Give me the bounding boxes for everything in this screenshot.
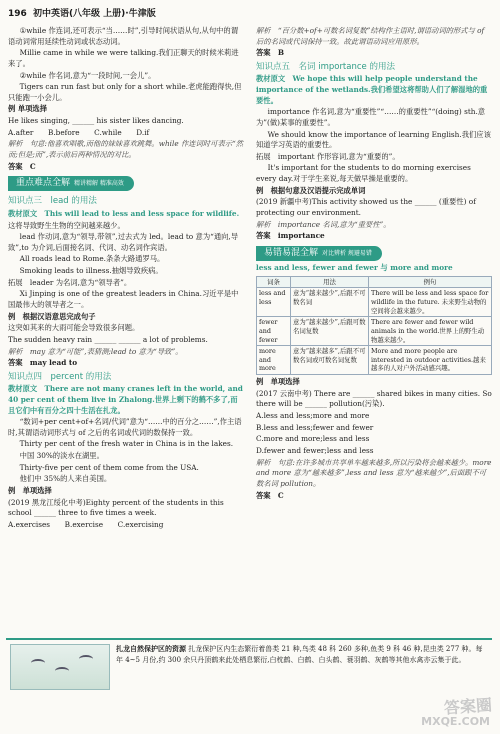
exercise-option: B.less and less;fewer and fewer	[256, 422, 374, 432]
extension-note: 拓展 important 作形容词,意为“重要的”。	[256, 151, 400, 161]
section-subtitle: 对比辨析 规避易错	[322, 249, 372, 257]
exercise-question: He likes singing, ______ his sister likes dancing.	[8, 116, 184, 126]
exercise-options: A.exercises B.exercise C.exercising	[8, 519, 164, 529]
right-column	[256, 26, 492, 502]
extension-note: 拓展 leader 为名词,意为“领导者”。	[8, 277, 132, 287]
example-sentence: Tigers can run fast but only for a short while.老虎能跑得快,但只能跑一小会儿。	[8, 82, 242, 102]
analysis: 解析 句意:在许多城市共享单车越来越多,所以污染将会越来越少。more and more 意为“越来越多”,less and less 意为“越来越少”,后面跟不可数名词 pollution。	[256, 457, 492, 488]
table-header-row	[257, 276, 492, 288]
example-sentence: We should know the importance of learning English.我们应该知道学习英语的重要性。	[256, 129, 491, 150]
translation: 中国 30%的淡水在湖里。	[19, 451, 104, 461]
paragraph: “数词+per cent+of+名词/代词”意为“……中的百分之……”,作主语时,其谓语动词形式与 of 之后的名词或代词的数保持一致。	[8, 417, 242, 437]
table-cell: 意为“越来越少”,后跟可数名词复数	[291, 317, 369, 346]
bird-icon	[31, 659, 45, 667]
section-subtitle: 精讲精解 精准高效	[74, 180, 124, 188]
example-sentence: It's important for the students to do morning exercises every day.对于学生来说,每天做早操是重要的。	[256, 163, 471, 184]
exercise-prompt: 这突如其来的大雨可能会导致很多问题。	[8, 323, 140, 333]
info-title: 扎龙自然保护区的资源	[116, 645, 186, 653]
watermark: 答案圈	[443, 695, 493, 718]
answer: 答案 C	[8, 161, 36, 171]
example-sentence: Thirty-five per cent of them come from the USA.	[19, 462, 199, 472]
knowledge-point-title: 知识点三 lead 的用法	[8, 196, 97, 207]
table-cell: There are fewer and fewer wild animals in the world.世界上的野生动物越来越少。	[369, 317, 492, 346]
analysis: 解析 may 意为“可能”,表猜测;lead to 意为“导致”。	[8, 346, 183, 356]
info-body: 扎龙保护区内生态繁衍着兽类 21 种,鸟类 48 科 260 多种,鱼类 9 科 46 种,昆虫类 277 种。每年 4~5 月份,约 300 余只丹顶鹤来此处栖息繁衍,白枕鹤、白鹤、白头鹤、蓑羽鹤、灰鹤等其他水禽亦云集于此。	[116, 645, 483, 664]
example-sentence: Smoking leads to illness.抽烟导致疾病。	[19, 266, 163, 276]
paragraph: lead 作动词,意为“领导,带领”,过去式为 led。lead to 意为“通向,导致”,to 为介词,后面接名词、代词、动名词作宾语。	[8, 232, 239, 252]
knowledge-point-title: 知识点五 名词 importance 的用法	[256, 61, 395, 72]
page-header	[8, 8, 156, 21]
table-cell: less and less	[257, 288, 291, 317]
answer: 答案 may lead to	[8, 358, 78, 368]
exercise-question: The sudden heavy rain ______ ______ a lot of problems.	[8, 334, 208, 344]
paragraph: importance 作名词,意为“重要性”“……的重要性”“(doing) sth.意为”(做)某事的重要性”。	[256, 107, 486, 127]
translation: 这将导致野生生物的空间越来越少。	[8, 220, 125, 230]
info-text	[116, 644, 488, 665]
example-sentence: Millie came in while we were talking.我们正聊天的时候米莉进来了。	[8, 48, 239, 68]
table-cell: more and more	[257, 346, 291, 375]
table-cell: fewer and fewer	[257, 317, 291, 346]
info-box	[6, 638, 492, 694]
exercise-option: D.fewer and fewer;less and less	[256, 445, 374, 455]
cranes-illustration	[10, 644, 110, 690]
knowledge-point-title: 知识点四 percent 的用法	[8, 371, 112, 382]
exercise-label: 例 单项选择	[256, 377, 300, 387]
exercise-label: 例 根据汉语意思完成句子	[8, 311, 96, 321]
comparison-title: less and less, fewer and fewer 与 more and more	[256, 263, 453, 273]
translation: 他们中 35%的人来自美国。	[19, 474, 112, 484]
exercise-question: (2019 黑龙江绥化中考)Eighty percent of the students in this school ______ three to five times a week.	[8, 497, 224, 518]
comparison-table	[256, 276, 492, 375]
paragraph: ②while 作名词,意为“一段时间,一会儿”。	[19, 70, 156, 80]
bird-icon	[55, 667, 69, 675]
table-cell: 意为“越来越多”,后跟不可数名词或可数名词复数	[291, 346, 369, 375]
left-column	[8, 26, 244, 532]
answer: 答案 C	[256, 490, 284, 500]
watermark-url: MXQE.COM	[421, 715, 490, 728]
table-cell: 意为“越来越少”,后跟不可数名词	[291, 288, 369, 317]
textbook-quote: 教材原文 We hope this will help people understand the importance of the wetlands.我们希望这将帮助人们了解湿地的重要性。	[256, 74, 488, 105]
table-header: 用法	[291, 276, 369, 288]
exercise-label: 例 单项选择	[8, 104, 48, 114]
table-row	[257, 288, 492, 317]
book-title: 初中英语(八年级 上册)·牛津版	[32, 9, 156, 19]
paragraph: ①while 作连词,还可表示“当……时”,引导时间状语从句,从句中的谓语动词常用延续性动词或状态动词。	[8, 26, 239, 46]
section-banner	[256, 246, 382, 261]
section-title: 重点难点全解	[16, 178, 71, 189]
exercise-option: C.more and more;less and less	[256, 434, 370, 444]
textbook-quote: 教材原文 There are not many cranes left in the world, and 40 per cent of them live in Zhalong.世界上剩下的鹤不多了,而且它们中有百分之四十生活在扎龙。	[8, 384, 243, 415]
example-sentence: All roads lead to Rome.条条大路通罗马。	[19, 254, 165, 264]
table-cell: More and more people are interested in outdoor activities.越来越多的人对户外活动感兴趣。	[369, 346, 492, 375]
bird-icon	[79, 655, 93, 663]
exercise-question: (2019 新疆中考)This activity showed us the ______ (重要性) of protecting our environment.	[256, 197, 476, 218]
exercise-label: 例 根据句意及汉语提示完成单词	[256, 185, 366, 195]
exercise-option: A.less and less;more and more	[256, 411, 370, 421]
section-title: 易错易混全解	[264, 247, 319, 258]
example-sentence: Xi Jinping is one of the greatest leaders in China.习近平是中国最伟大的领导者之一。	[8, 289, 239, 309]
table-row	[257, 317, 492, 346]
analysis: 解析 句意:他喜欢唱歌,而他的妹妹喜欢跳舞。while 作连词时可表示“然而;但是;而”,表示前后两种情况的对比。	[8, 139, 244, 160]
table-header: 词条	[257, 276, 291, 288]
table-row	[257, 346, 492, 375]
exercise-label: 例 单项选择	[8, 486, 52, 495]
example-sentence: Thirty per cent of the fresh water in China is in the lakes.	[19, 439, 234, 449]
analysis: 解析 “百分数+of+可数名词复数”结构作主语时,谓语动词的形式与 of 后的名词或代词保持一致。故此谓语动词应用原形。	[256, 26, 485, 46]
answer: 答案 importance	[256, 231, 325, 241]
exercise-question: (2017 云南中考) There are ______ shared bikes in many cities. So there will be ______ pollution(污染).	[256, 388, 492, 409]
answer: 答案 B	[256, 48, 285, 58]
page-number: 196	[8, 9, 27, 19]
section-banner	[8, 176, 134, 191]
exercise-options: A.after B.before C.while D.if	[8, 127, 150, 137]
table-cell: There will be less and less space for wildlife in the future. 未来野生动物的空间将会越来越少。	[369, 288, 492, 317]
textbook-quote: 教材原文 This will lead to less and less space for wildlife.	[8, 208, 240, 218]
table-header: 例句	[369, 276, 492, 288]
analysis: 解析 importance 名词,意为“重要性”。	[256, 219, 391, 229]
